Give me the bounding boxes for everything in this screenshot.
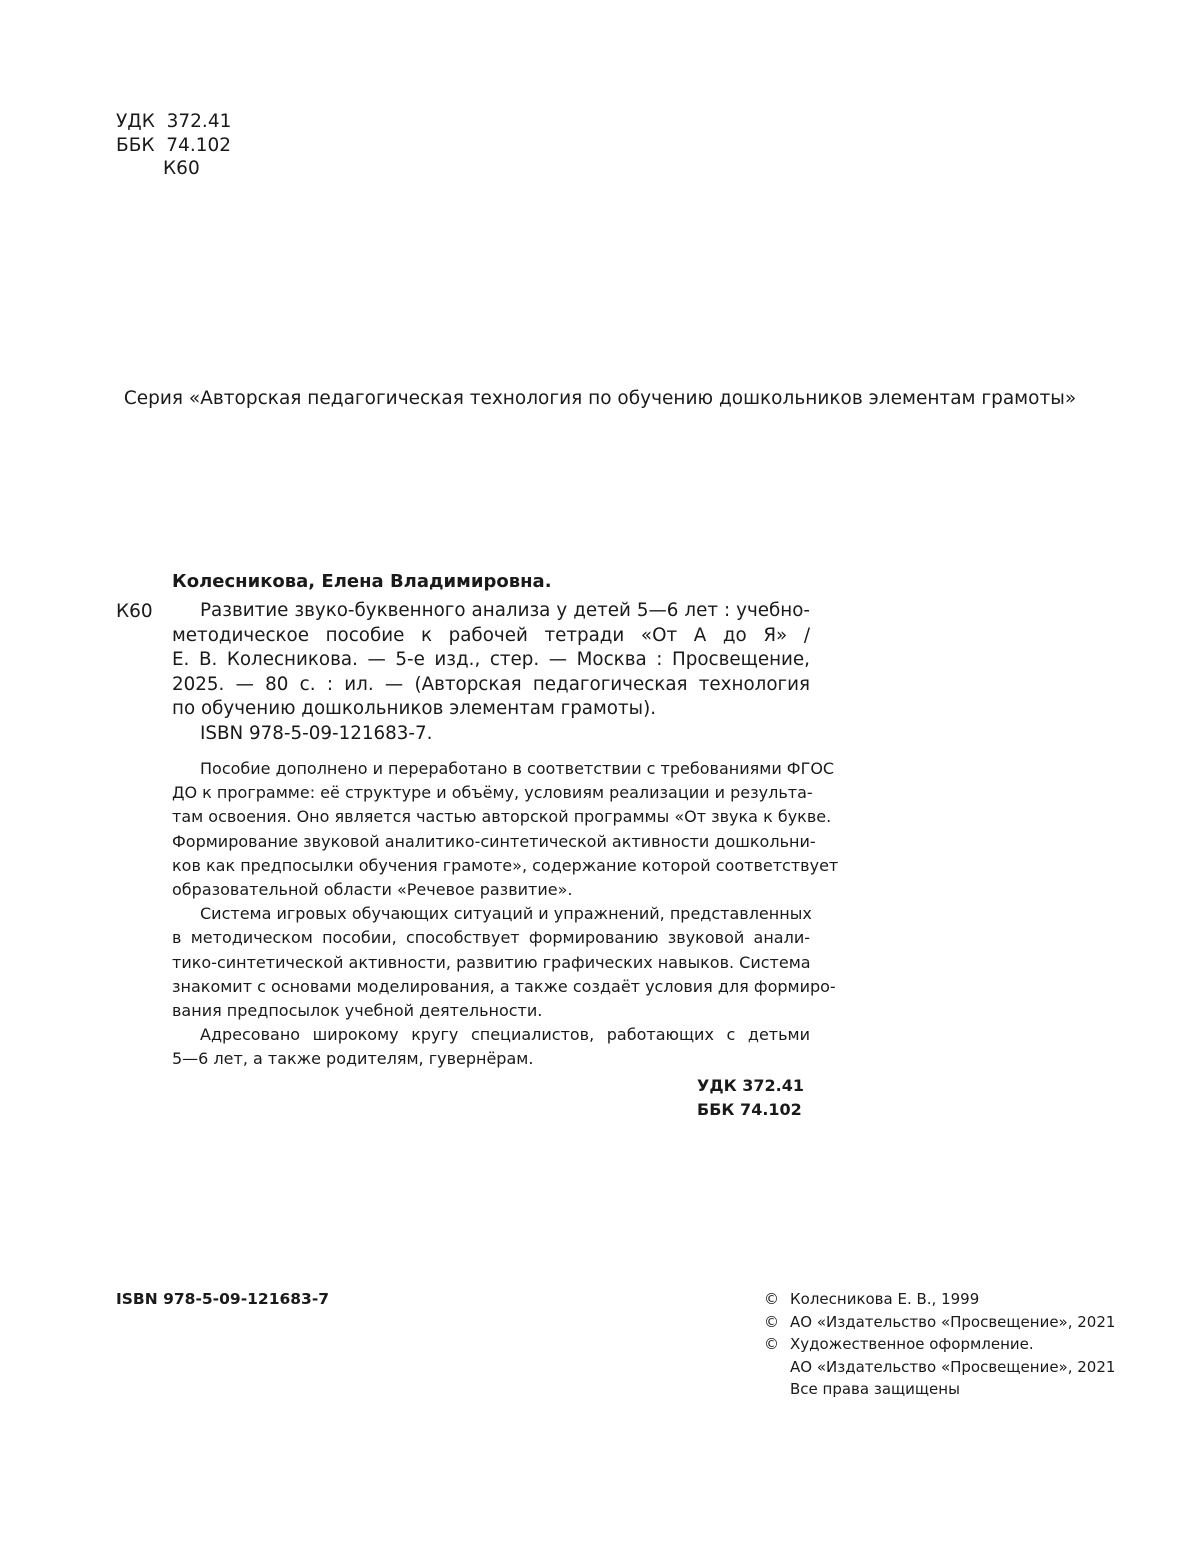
copyright-line: АО «Издательство «Просвещение», 2021 [790, 1357, 1116, 1376]
series-title: Серия «Авторская педагогическая технология по обучению дошкольников элементам грамоты» [123, 388, 1077, 409]
index-top-line: К60 [116, 158, 200, 179]
abstract-line: Формирование звуковой аналитико-синтетической активности дошкольни- [172, 831, 816, 851]
copyright-icon: © [764, 1290, 779, 1308]
copyright-line: Художественное оформление. [790, 1335, 1034, 1353]
udk-top-block [116, 110, 231, 181]
abstract-line: Адресовано широкому кругу специалистов, работающих с детьми [200, 1025, 810, 1045]
rights-reserved: Все права защищены [790, 1380, 960, 1398]
abstract-line: Пособие дополнено и переработано в соответствии с требованиями ФГОС [200, 759, 835, 778]
bib-line: Е. В. Колесникова. — 5-е изд., стер. — Москва : Просвещение, [172, 649, 810, 670]
bib-line: 2025. — 80 с. : ил. — (Авторская педагогическая технология [172, 673, 810, 695]
abstract-line: Система игровых обучающих ситуаций и упражнений, представленных [200, 904, 812, 924]
bibliographic-description [172, 599, 810, 746]
abstract-line: ков как предпосылки обучения грамоте», содержание которой соответствует [172, 855, 839, 875]
udk-bottom-line: УДК 372.41 [697, 1076, 804, 1095]
bbk-top-line: ББК 74.102 [116, 134, 232, 156]
bib-isbn-line: ISBN 978-5-09-121683-7. [200, 722, 433, 744]
udk-top-line: УДК 372.41 [116, 111, 232, 132]
abstract-line: в методическом пособии, способствует формированию звуковой анали- [172, 928, 810, 948]
bib-line: Развитие звуко-буквенного анализа у детей 5—6 лет : учебно- [200, 600, 810, 621]
copyright-icon: © [764, 1312, 779, 1331]
abstract-line: 5—6 лет, а также родителям, гувернёрам. [172, 1049, 534, 1069]
copyright-line: Колесникова Е. В., 1999 [790, 1290, 980, 1308]
copyright-block [764, 1288, 1115, 1401]
copyright-line: АО «Издательство «Просвещение», 2021 [790, 1312, 1116, 1331]
author-name: Колесникова, Елена Владимировна. [172, 571, 552, 592]
isbn-bottom: ISBN 978-5-09-121683-7 [116, 1290, 330, 1308]
copyright-icon: © [764, 1335, 779, 1353]
abstract [172, 757, 839, 1071]
abstract-line: вания предпосылок учебной деятельности. [172, 1000, 543, 1020]
bib-line: по обучению дошкольников элементам грамоты). [172, 698, 657, 719]
bib-line: методическое пособие к рабочей тетради «От А до Я» / [172, 624, 810, 646]
index-code: К60 [116, 601, 153, 622]
udk-bottom-block [697, 1074, 804, 1122]
abstract-line: образовательной области «Речевое развитие». [172, 879, 573, 899]
abstract-line: тико-синтетической активности, развитию графических навыков. Система [172, 952, 811, 972]
bbk-bottom-line: ББК 74.102 [697, 1100, 802, 1119]
abstract-line: ДО к программе: её структуре и объёму, условиям реализации и результа- [172, 783, 813, 803]
abstract-line: там освоения. Оно является частью авторской программы «От звука к букве. [172, 807, 832, 827]
abstract-line: знакомит с основами моделирования, а также создаёт условия для формиро- [172, 976, 836, 996]
